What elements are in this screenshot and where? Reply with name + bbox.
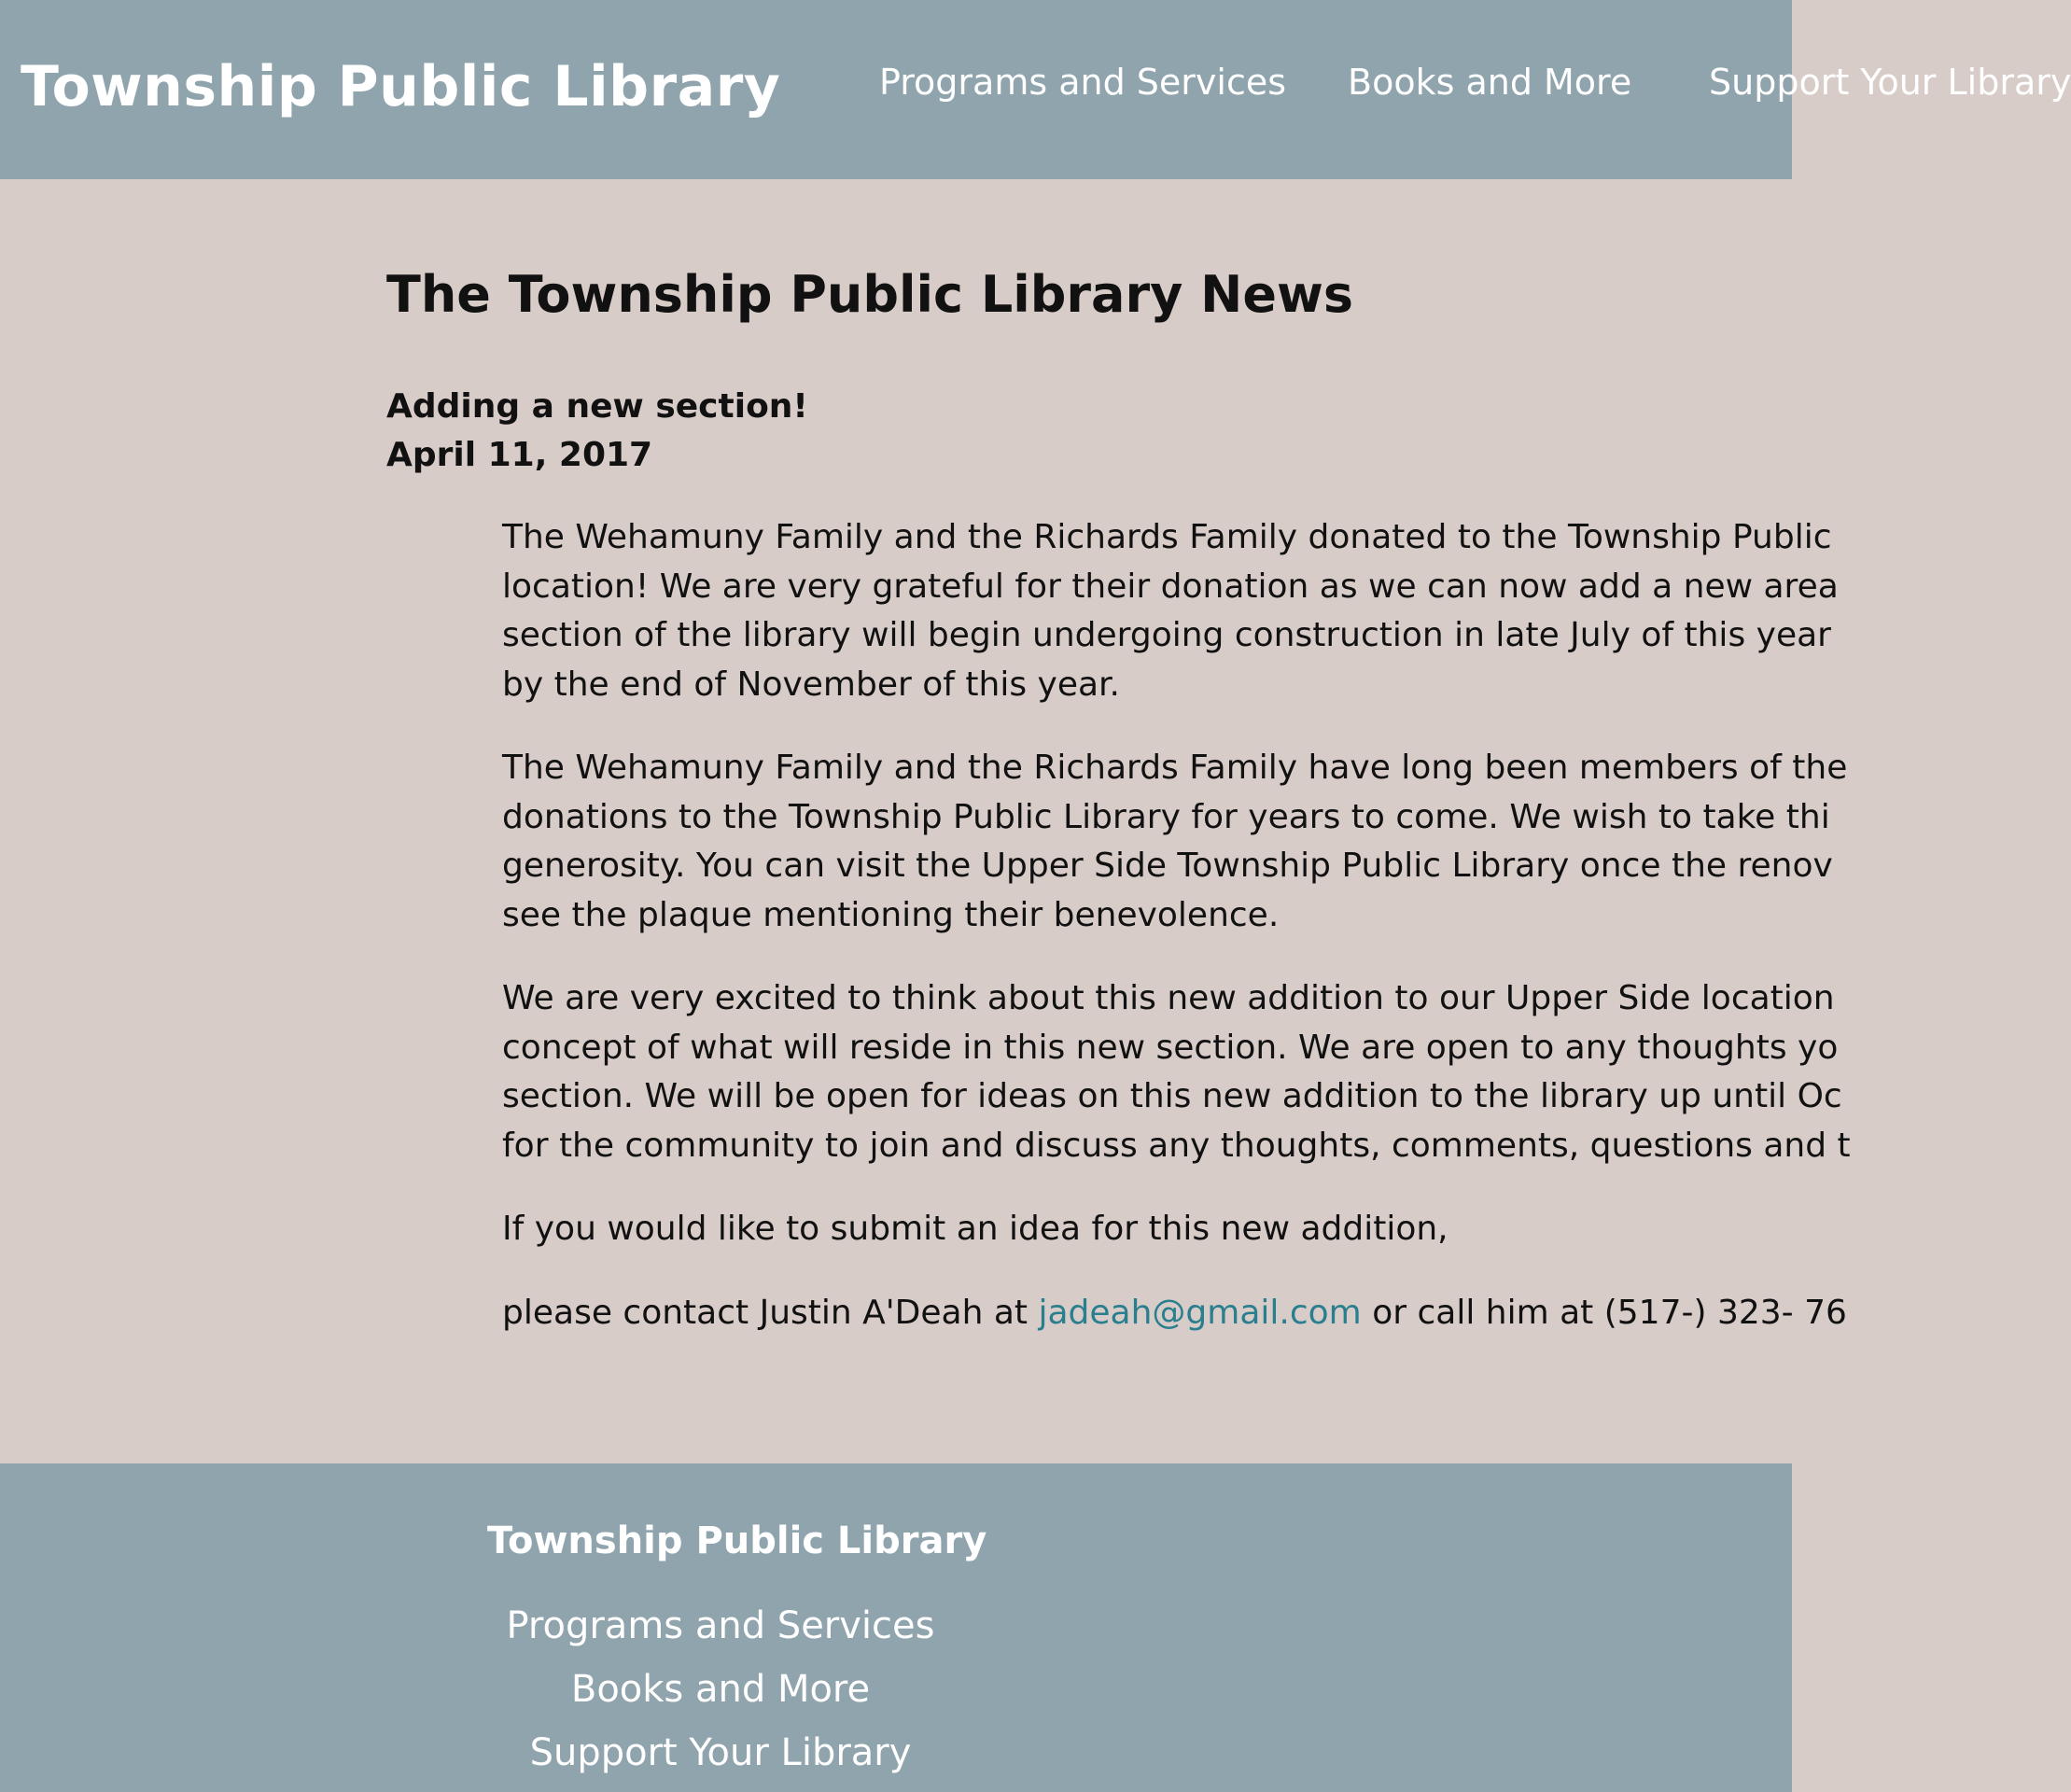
- nav-programs-and-services[interactable]: Programs and Services: [879, 62, 1287, 103]
- site-header: [0, 0, 2071, 179]
- site-title[interactable]: Township Public Library: [21, 54, 781, 119]
- article-date: April 11, 2017: [386, 436, 653, 474]
- paragraph-line: see the plaque mentioning their benevolence.: [502, 895, 1280, 934]
- paragraph-line: donations to the Township Public Library for years to come. We wish to take thi: [502, 797, 1830, 836]
- paragraph-line: We are very excited to think about this new addition to our Upper Side location: [502, 979, 1835, 1017]
- article-body: [502, 513, 1958, 1372]
- paragraph-line: concept of what will reside in this new section. We are open to any thoughts yo: [502, 1028, 1839, 1067]
- paragraph-line: section of the library will begin undergoing construction in late July of this year: [502, 616, 1831, 654]
- paragraph-line: section. We will be open for ideas on this new addition to the library up until Oc: [502, 1077, 1842, 1115]
- article-paragraph: [502, 744, 1958, 940]
- paragraph-line: The Wehamuny Family and the Richards Family have long been members of the: [502, 749, 1848, 787]
- footer-link-books-and-more[interactable]: Books and More: [570, 1668, 871, 1711]
- main-content: [0, 179, 1851, 1463]
- footer-link-programs-and-services[interactable]: Programs and Services: [506, 1604, 935, 1647]
- email-link[interactable]: jadeah@gmail.com: [1038, 1293, 1362, 1332]
- contact-prefix: please contact Justin A'Deah at: [502, 1293, 1039, 1332]
- nav-books-and-more[interactable]: Books and More: [1348, 62, 1632, 103]
- footer-nav: [487, 1519, 987, 1785]
- article-header: [386, 383, 808, 480]
- nav-support-your-library[interactable]: Support Your Library: [1709, 62, 2071, 103]
- page-title: The Township Public Library News: [386, 265, 1353, 324]
- paragraph-line: The Wehamuny Family and the Richards Family donated to the Township Public: [502, 518, 1832, 556]
- paragraph-line: generosity. You can visit the Upper Side Township Public Library once the renov: [502, 847, 1833, 885]
- paragraph-line: location! We are very grateful for their donation as we can now add a new area: [502, 567, 1839, 606]
- contact-line: [502, 1289, 1958, 1338]
- article-paragraph: [502, 513, 1958, 709]
- submit-idea-text: If you would like to submit an idea for this new addition,: [502, 1210, 1448, 1248]
- footer-link-support-your-library[interactable]: Support Your Library: [529, 1731, 912, 1774]
- footer-title: Township Public Library: [487, 1519, 987, 1562]
- site-footer: [0, 1463, 1792, 1792]
- article-heading: Adding a new section!: [386, 387, 808, 426]
- paragraph-line: for the community to join and discuss any thoughts, comments, questions and t: [502, 1126, 1851, 1165]
- paragraph-line: by the end of November of this year.: [502, 665, 1120, 704]
- contact-suffix: or call him at (517-) 323- 76: [1361, 1293, 1847, 1332]
- article-paragraph: [502, 974, 1958, 1170]
